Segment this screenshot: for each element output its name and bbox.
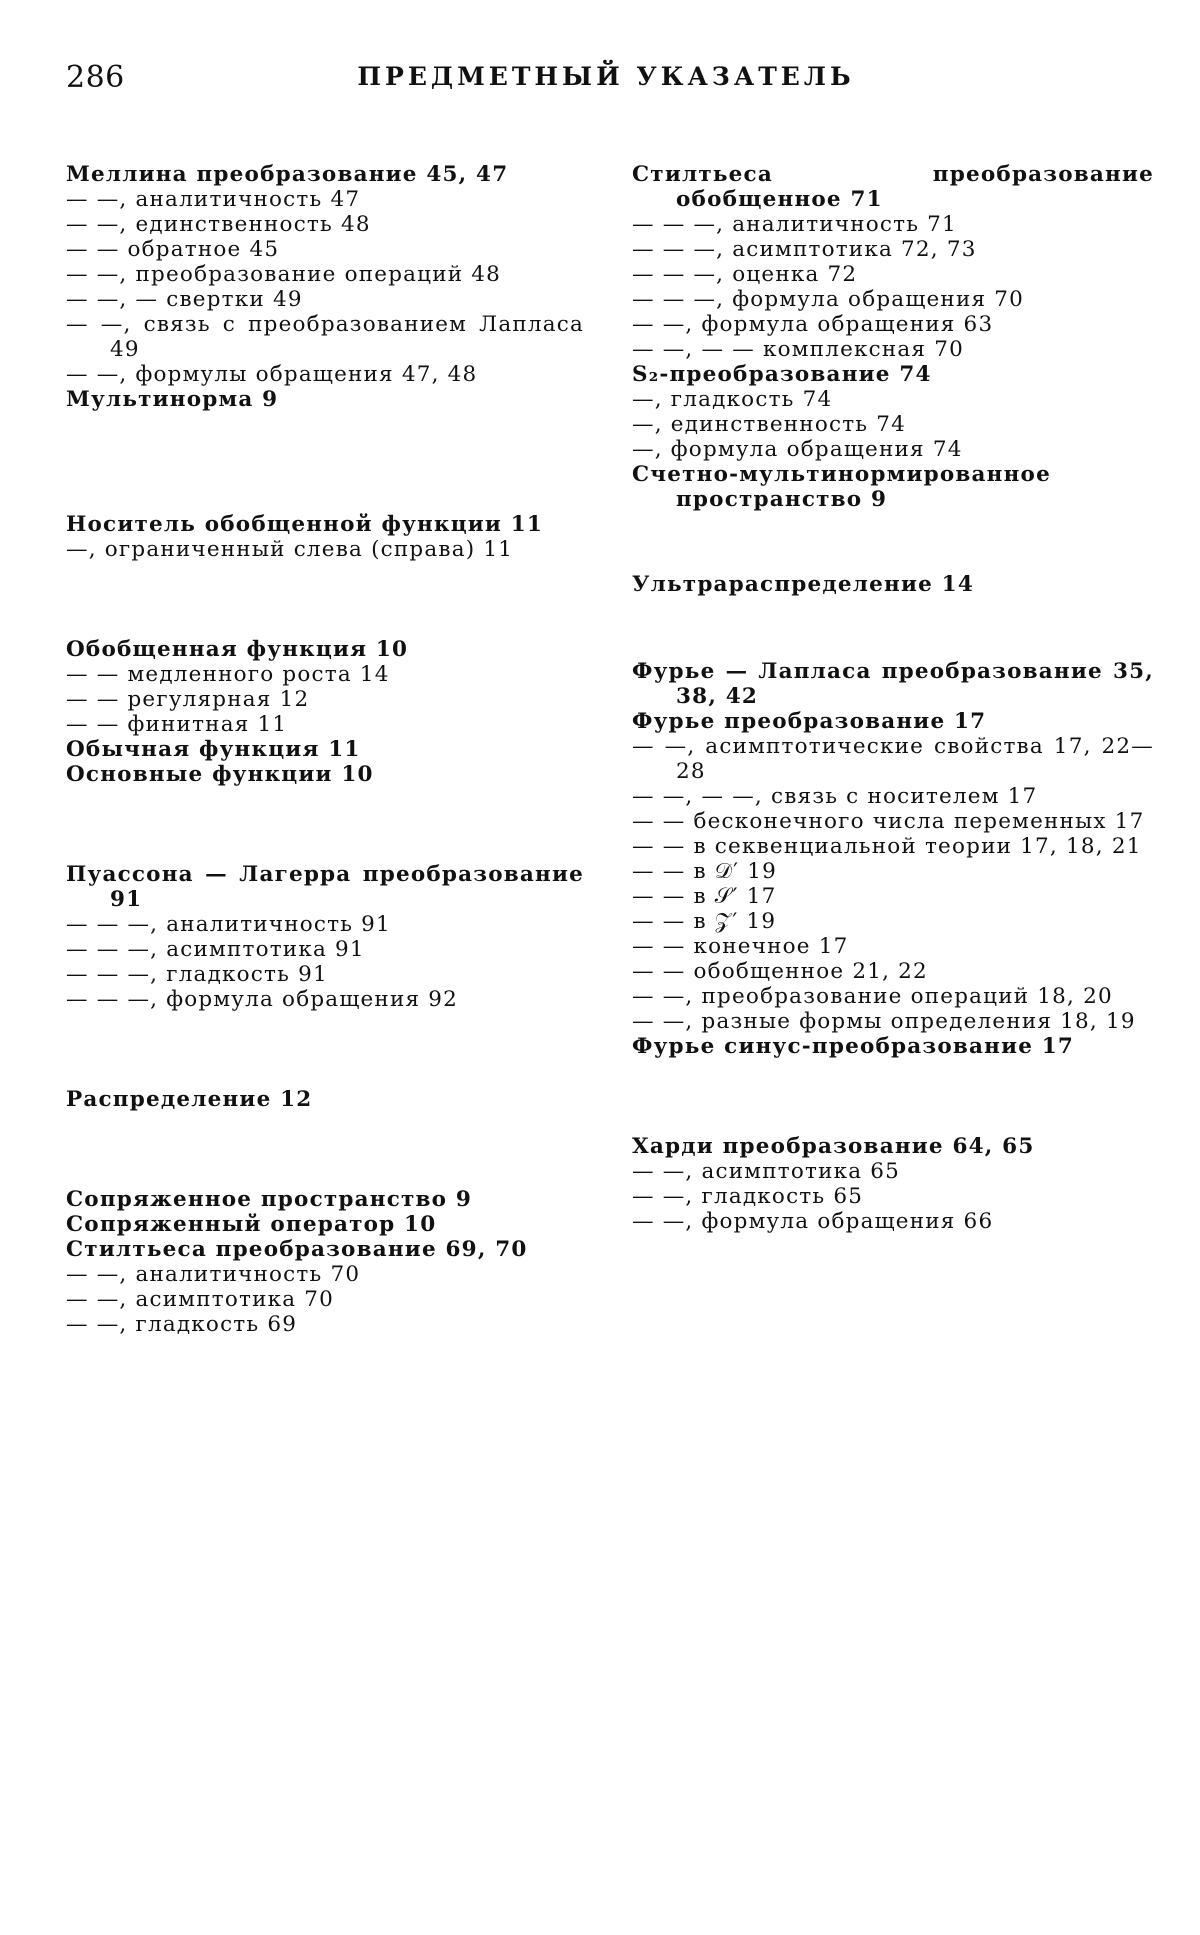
index-subentry: — —, преобразование операций 18, 20 (632, 984, 1113, 1009)
index-letter-group (632, 1134, 1154, 1234)
index-subentry: — —, — свертки 49 (66, 287, 303, 312)
index-subentry: —, формула обращения 74 (632, 437, 963, 462)
index-main-entry: Сопряженный оператор 10 (66, 1212, 437, 1237)
index-letter-group (66, 637, 584, 787)
index-subentry: — —, асимптотика 70 (66, 1287, 335, 1312)
index-main-entry: Фурье преобразование 17 (632, 709, 987, 734)
index-subentry: — — обобщенное 21, 22 (632, 959, 928, 984)
index-subentry: — —, гладкость 65 (632, 1184, 864, 1209)
index-main-entry: Мультинорма 9 (66, 387, 279, 412)
index-letter-group (66, 1187, 584, 1337)
index-subentry: — — в 𝒮′ 17 (632, 884, 777, 909)
index-subentry: — —, аналитичность 47 (66, 187, 361, 212)
index-main-entry: Обобщенная функция 10 (66, 637, 409, 662)
index-main-entry: Харди преобразование 64, 65 (632, 1134, 1035, 1159)
index-subentry: — — обратное 45 (66, 237, 280, 262)
index-subentry: — — —, формула обращения 70 (632, 287, 1025, 312)
index-letter-group (66, 162, 584, 412)
index-main-entry: Счетно-мультинормированное пространство 9 (632, 462, 1051, 512)
running-head-title: ПРЕДМЕТНЫЙ УКАЗАТЕЛЬ (357, 62, 855, 91)
index-subentry: — —, единственность 48 (66, 212, 371, 237)
index-subentry: — —, формулы обращения 47, 48 (66, 362, 478, 387)
index-subentry: —, единственность 74 (632, 412, 906, 437)
index-subentry: — — конечное 17 (632, 934, 849, 959)
index-letter-group (66, 512, 584, 562)
index-letter-group (632, 162, 1154, 512)
index-main-entry: Стилтьеса преобразование обобщенное 71 (632, 162, 1154, 212)
index-subentry: — — финитная 11 (66, 712, 288, 737)
index-subentry: — —, аналитичность 70 (66, 1262, 361, 1287)
left-index-column (66, 162, 584, 1337)
index-main-entry: Меллина преобразование 45, 47 (66, 162, 509, 187)
index-subentry: — —, асимптотика 65 (632, 1159, 901, 1184)
index-subentry: — — —, асимптотика 91 (66, 937, 365, 962)
index-subentry: — — бесконечного числа переменных 17 (632, 809, 1145, 834)
index-letter-group (632, 572, 1154, 597)
index-subentry: — — —, гладкость 91 (66, 962, 328, 987)
index-main-entry: Фурье — Лапласа преобразование 35, 38, 42 (632, 659, 1154, 709)
index-subentry: — — в секвенциальной теории 17, 18, 21 (632, 834, 1142, 859)
index-subentry: — — —, асимптотика 72, 73 (632, 237, 977, 262)
index-subentry: — — —, аналитичность 71 (632, 212, 957, 237)
index-subentry: — — —, аналитичность 91 (66, 912, 391, 937)
index-subentry: — —, — —, связь с носителем 17 (632, 784, 1038, 809)
index-letter-group (66, 1087, 584, 1112)
index-main-entry: Стилтьеса преобразование 69, 70 (66, 1237, 528, 1262)
index-subentry: — —, разные формы определения 18, 19 (632, 1009, 1136, 1034)
index-subentry: —, ограниченный слева (справа) 11 (66, 537, 514, 562)
index-subentry: — —, асимптотические свойства 17, 22—28 (632, 734, 1154, 784)
index-letter-group (66, 862, 584, 1012)
page-header (66, 60, 1146, 100)
index-main-entry: Распределение 12 (66, 1087, 313, 1112)
index-subentry: — —, связь с преобразованием Лапласа 49 (66, 312, 584, 362)
index-subentry: — —, формула обращения 63 (632, 312, 994, 337)
index-main-entry: Фурье синус-преобразование 17 (632, 1034, 1075, 1059)
index-subentry: — —, — — комплексная 70 (632, 337, 964, 362)
index-main-entry: Пуассона — Лагерра преобразование 91 (66, 862, 584, 912)
index-main-entry: Носитель обобщенной функции 11 (66, 512, 544, 537)
index-subentry: — — в 𝒟′ 19 (632, 859, 778, 884)
index-main-entry: Ультрараспределение 14 (632, 572, 975, 597)
index-subentry: — — медленного роста 14 (66, 662, 390, 687)
index-main-entry: S₂-преобразование 74 (632, 362, 932, 387)
page-number: 286 (66, 60, 125, 95)
index-subentry: — —, гладкость 69 (66, 1312, 298, 1337)
index-main-entry: Обычная функция 11 (66, 737, 361, 762)
index-main-entry: Основные функции 10 (66, 762, 374, 787)
index-subentry: — — в 𝒵′ 19 (632, 909, 777, 934)
right-index-column (632, 162, 1154, 1234)
index-subentry: — — регулярная 12 (66, 687, 310, 712)
index-main-entry: Сопряженное пространство 9 (66, 1187, 473, 1212)
index-subentry: —, гладкость 74 (632, 387, 833, 412)
index-subentry: — — —, оценка 72 (632, 262, 858, 287)
index-subentry: — —, формула обращения 66 (632, 1209, 994, 1234)
index-letter-group (632, 659, 1154, 1059)
index-subentry: — —, преобразование операций 48 (66, 262, 502, 287)
index-subentry: — — —, формула обращения 92 (66, 987, 459, 1012)
